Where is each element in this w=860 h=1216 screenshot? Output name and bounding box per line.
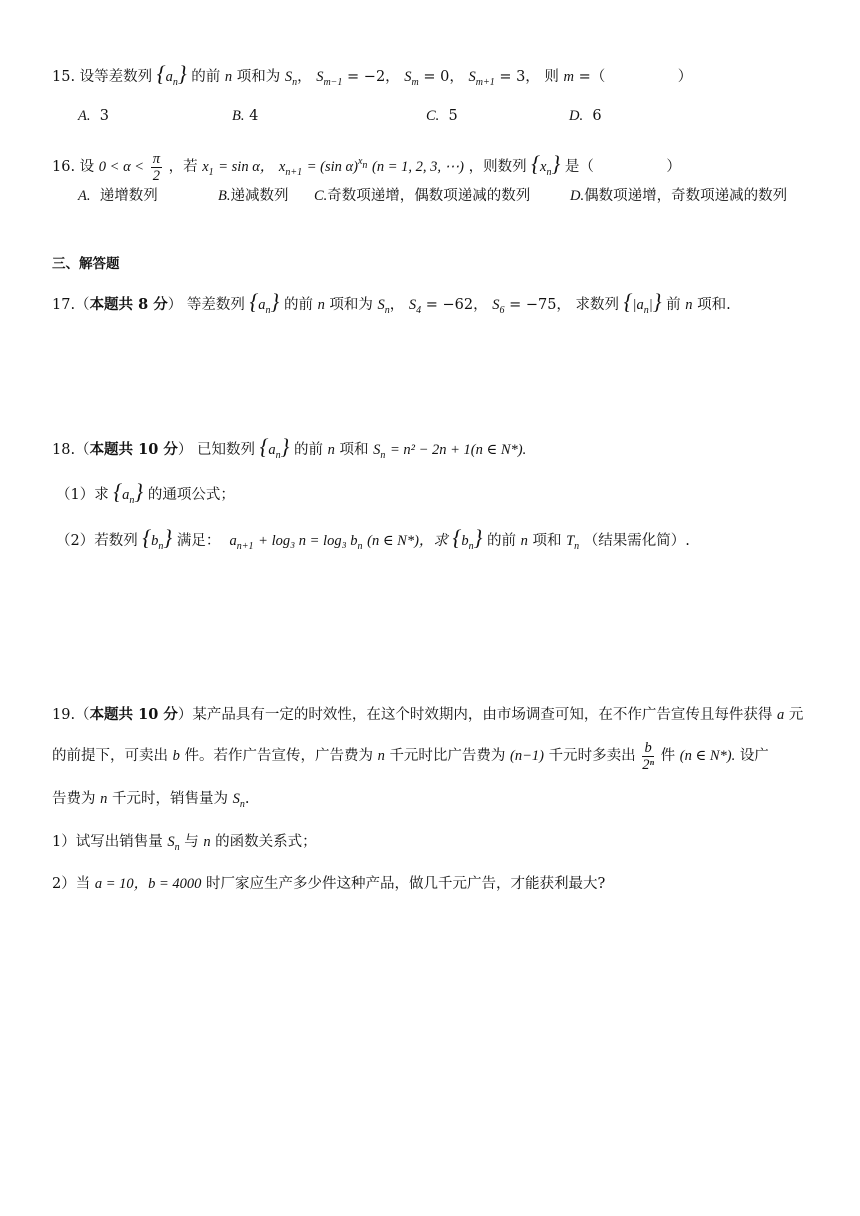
q18-num: 18.（本题共 10 分） (52, 441, 193, 458)
q19-l2b: b (172, 748, 180, 764)
q18-p2-mid: 满足： (176, 533, 221, 549)
q19-l2n1: (n−1) (510, 748, 544, 764)
q15-paren: =（ ） (578, 69, 693, 85)
q18-stem (52, 434, 527, 466)
section-title: 三、解答题 (52, 256, 120, 272)
q18-text2: 的前 (294, 442, 324, 458)
q19-p2-vals: a = 10，b = 4000 (94, 876, 202, 892)
q19-l2h: 设广 (739, 748, 769, 764)
q19-p2-tail: 时厂家应生产多少件这种产品，做几千元广告，才能获利最大? (206, 876, 606, 892)
q18-part1 (56, 479, 235, 511)
q18-p2-tn: $T_n$ (566, 533, 580, 552)
q17-s6-val: = −75， (509, 297, 571, 313)
q19-l3a: 告费为 (52, 791, 96, 807)
q16-mid2: ，则数列 (468, 159, 527, 175)
q18-seq: $\{a_n\}$ (259, 434, 290, 461)
q19-p1-n: n (203, 834, 211, 850)
q19-fraction: $\frac{b}{\text{2ⁿ}}$ (642, 739, 655, 773)
q17-s6: $S_6$ (492, 297, 505, 316)
q19-l3s: $S_n$ (232, 791, 245, 810)
q18-p2-tail1: 的前 (487, 533, 517, 549)
q19-l2g: (n ∈ N*). (679, 748, 736, 764)
q15-stem: 15. 设等差数列 $\{a_n\}$ 的前 n 项和为 $S_n$， $S_{m-1} = -2$， $S_m = 0$， $S_{m+1} = 3$， 则 m =（ ） (52, 61, 693, 88)
q19-num: 19.（本题共 10 分） (52, 706, 193, 723)
q17-text5: 前 (666, 297, 681, 313)
q15-sm2: $S_{m+1}$ (468, 69, 495, 88)
q19-l2n: n (377, 748, 385, 764)
q16-option-b[interactable]: B.递减数列 (218, 188, 289, 204)
q17-n: n (317, 297, 325, 313)
q18-p2-an1: $a_{n+1}$ (229, 533, 254, 552)
q16-recur: = (sin α) (306, 159, 358, 175)
q19-p1-mid: 与 (184, 834, 199, 850)
q18-text1: 已知数列 (196, 442, 255, 458)
q19-part2 (52, 874, 605, 894)
q17-s4-val: = −62， (425, 297, 488, 313)
q16-xn1: $x_{n+1}$ (278, 159, 303, 178)
q15-mid2: 项和为 (236, 69, 281, 85)
q17-text6: 项和. (697, 297, 731, 313)
q15-sm: $S_m$ (404, 69, 419, 88)
q16-option-c[interactable]: C.奇数项递增，偶数项递减的数列 (314, 188, 531, 204)
q18-part2 (56, 525, 690, 557)
q18-sn: $S_n$ (373, 442, 386, 461)
q16-prefix: 16. 设 (52, 159, 95, 175)
q16-tail: 是（ ） (564, 159, 681, 175)
q15-sm2-val: = 3， (499, 69, 540, 85)
q16-option-a[interactable]: A. 递增数列 (78, 188, 158, 204)
q18-p2-formula2: (n ∈ N*)，求 (367, 533, 448, 549)
q17-abs-seq: $\{|a_n|\}$ (623, 289, 662, 316)
q19-l3n: n (100, 791, 108, 807)
q16-x1: $x_1$ (202, 159, 214, 178)
q16-seq: $\{x_n\}$ (531, 151, 561, 178)
q19-l2a: 的前提下，可卖出 (52, 748, 168, 764)
q15-seq: $\{a_n\}$ (156, 61, 187, 88)
q15-m: m (563, 69, 575, 85)
q18-p2-sub: n (357, 541, 363, 552)
q19-line1 (52, 705, 803, 725)
q18-p2-label: （2）若数列 (56, 533, 138, 549)
q17-sn: $S_n$ (377, 297, 390, 316)
q19-p1-tail: 的函数关系式； (215, 834, 317, 850)
q15-tail: 则 (544, 69, 559, 85)
q18-p2-n: n (520, 533, 528, 549)
q19-a: a (776, 707, 785, 723)
q18-p2-formula: + log₃ n = log₃ b (258, 533, 358, 549)
q16-pi-over-2: $\frac{\pi}{2}$ (152, 150, 160, 184)
q16-range: (n = 1, 2, 3, ⋯) (372, 159, 464, 175)
q15-sm-val: = 0， (423, 69, 464, 85)
q17-text3: 项和为 (329, 297, 373, 313)
q17-s4: $S_4$ (408, 297, 422, 316)
q15-option-d[interactable]: D. 6 (569, 108, 602, 124)
q17-text1: 等差数列 (186, 297, 245, 313)
q15-mid1: 的前 (191, 69, 221, 85)
q18-p2-tail3: （结果需化简）. (583, 533, 690, 549)
q18-p2-seq2: $\{b_n\}$ (452, 525, 483, 552)
q19-line2 (52, 734, 769, 778)
q19-p2a: 2）当 (52, 876, 91, 892)
q19-l3b: 千元时，销售量为 (111, 791, 228, 807)
q16-mid1: ，若 (168, 159, 198, 175)
q17-text2: 的前 (283, 297, 313, 313)
q15-option-c[interactable]: C. 5 (426, 108, 458, 124)
q16-exp: xn (357, 156, 368, 171)
q16-x1-val: = sin α， (218, 159, 275, 175)
q19-l3c: . (244, 791, 250, 807)
q17-num: 17.（本题共 8 分） (52, 296, 183, 313)
q15-sm1-val: = −2， (347, 69, 400, 85)
q18-p2-tail2: 项和 (532, 533, 562, 549)
q15-option-b[interactable]: B. 4 (232, 108, 259, 124)
q18-p1-label: （1）求 (56, 487, 109, 503)
q15-sm1: $S_{m-1}$ (316, 69, 343, 88)
q19-line1-text: 某产品具有一定的时效性，在这个时效期内，由市场调查可知，在不作广告宣传且每件获得 (192, 707, 773, 723)
q17-n2: n (685, 297, 693, 313)
q18-p1-tail: 的通项公式； (147, 487, 235, 503)
q16-cond: 0 < α < (98, 159, 145, 175)
q17-stem: 17.（本题共 8 分） 等差数列 $\{a_n\}$ 的前 n 项和为 $S_n$， $S_4 = -62$， $S_6 = -75$， 求数列 $\{|a_n|\}$ 前 n 项和. (52, 289, 731, 316)
q18-text3: 项和 (339, 442, 369, 458)
q19-l2f: 件 (660, 748, 676, 764)
q19-p1-sn: $S_n$ (167, 834, 180, 853)
q17-text4: 求数列 (575, 297, 620, 313)
q15-prefix: 15. 设等差数列 (52, 69, 153, 85)
q19-l2c: 件。若作广告宣传，广告费为 (184, 748, 373, 764)
q18-n: n (327, 442, 335, 458)
q15-sn: $S_n$ (284, 69, 298, 88)
q17-seq: $\{a_n\}$ (249, 289, 280, 316)
q19-line3 (52, 789, 249, 815)
q19-line1-tail: 元 (788, 707, 804, 723)
q16-option-d[interactable]: D.偶数项递增，奇数项递减的数列 (570, 188, 788, 204)
q19-p1: 1）试写出销售量 (52, 834, 163, 850)
q18-p1-seq: $\{a_n\}$ (113, 479, 144, 506)
q18-formula: = n² − 2n + 1(n ∈ N*). (389, 442, 527, 458)
q18-p2-seq: $\{b_n\}$ (142, 525, 173, 552)
q19-part1 (52, 832, 317, 858)
q15-option-a[interactable]: A. 3 (78, 108, 109, 124)
q15-n: n (224, 69, 233, 85)
q19-l2d: 千元时比广告费为 (389, 748, 506, 764)
q19-l2e: 千元时多卖出 (548, 748, 636, 764)
